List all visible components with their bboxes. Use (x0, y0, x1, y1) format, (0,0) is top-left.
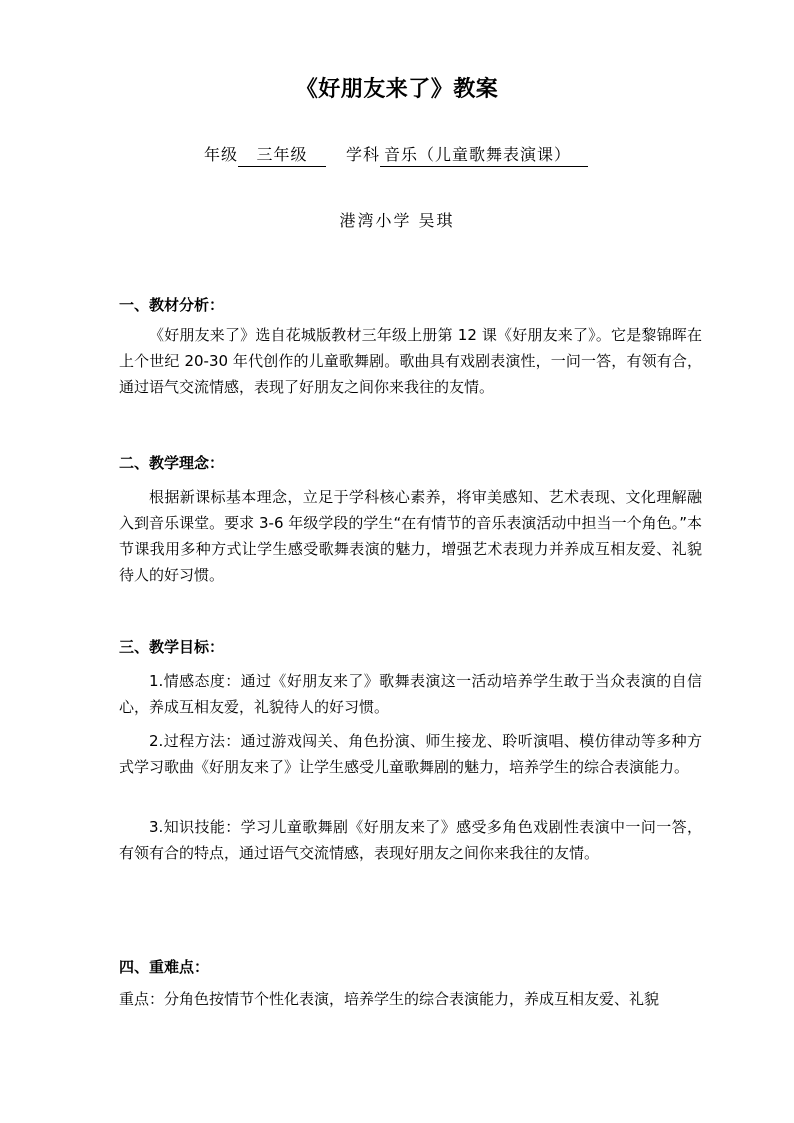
grade-value: 三年级 (238, 142, 326, 167)
objective-paragraph: 1.情感态度：通过《好朋友来了》歌舞表演这一活动培养学生敢于当众表演的自信心，养成互相友爱，礼貌待人的好习惯。 (119, 672, 702, 716)
document-title: 《好朋友来了》教案 (295, 77, 499, 102)
section-heading-analysis: 一、教材分析： (119, 296, 225, 314)
section-paragraph: 根据新课标基本理念，立足于学科核心素养，将审美感知、艺术表现、文化理解融入到音乐课堂。要求 3-6 年级学段的学生“在有情节的音乐表演活动中担当一个角色。”本节课我用多种方式让学生感受歌舞表演的魅力，增强艺术表现力并养成互相友爱、礼貌待人的好习惯。 (119, 488, 702, 584)
section-heading-objectives: 三、教学目标： (119, 638, 225, 656)
section-heading-key-points: 四、重难点： (119, 958, 210, 976)
subject-label: 学科 (346, 145, 381, 164)
key-points-paragraph: 重点：分角色按情节个性化表演，培养学生的综合表演能力，养成互相友爱、礼貌 (119, 990, 660, 1008)
grade-subject-line (0, 142, 794, 167)
subject-value: 音乐（儿童歌舞表演课） (380, 142, 588, 167)
author-line: 港湾小学 吴琪 (339, 211, 455, 230)
section-heading-philosophy: 二、教学理念： (119, 454, 225, 472)
objective-paragraph: 2.过程方法：通过游戏闯关、角色扮演、师生接龙、聆听演唱、模仿律动等多种方式学习歌曲《好朋友来了》让学生感受儿童歌舞剧的魅力，培养学生的综合表演能力。 (119, 732, 702, 776)
section-paragraph: 《好朋友来了》选自花城版教材三年级上册第 12 课《好朋友来了》。它是黎锦晖在上个世纪 20-30 年代创作的儿童歌舞剧。歌曲具有戏剧表演性，一问一答，有领有合，通过语气交流情感，表现了好朋友之间你来我往的友情。 (119, 326, 702, 396)
objective-paragraph: 3.知识技能：学习儿童歌舞剧《好朋友来了》感受多角色戏剧性表演中一问一答，有领有合的特点，通过语气交流情感，表现好朋友之间你来我往的友情。 (119, 818, 702, 862)
grade-label: 年级 (203, 145, 238, 164)
